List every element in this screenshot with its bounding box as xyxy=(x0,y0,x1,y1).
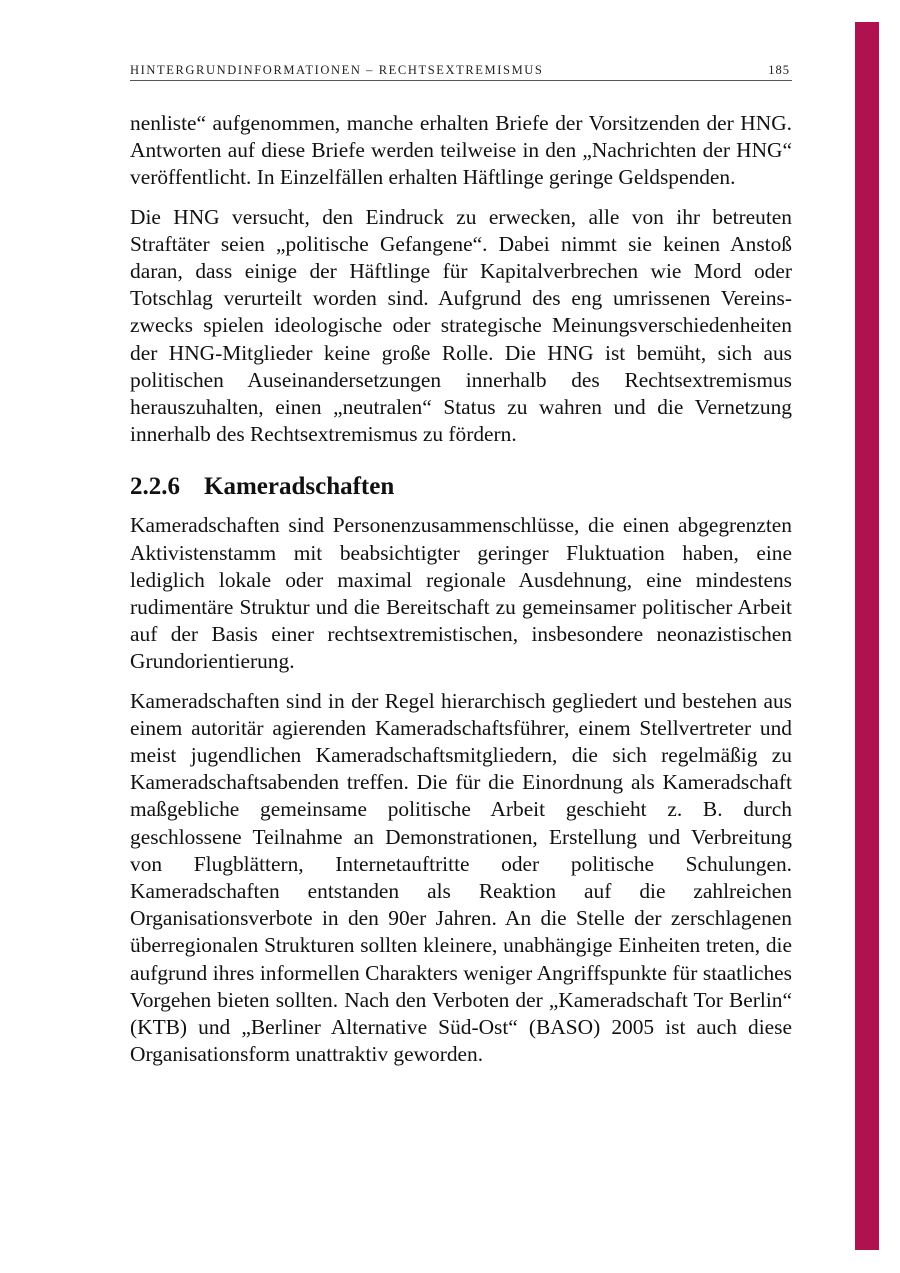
section-title: Kameradschaften xyxy=(204,473,395,501)
section-heading xyxy=(130,470,792,504)
chapter-color-bar xyxy=(855,22,879,1250)
paragraph-4: Kameradschaften sind in der Regel hierarchisch gegliedert und bestehen aus einem autoritär agierenden Kameradschaftsführer, einem Stellvertreter und meist jugendlichen Kameradschaftsmitgliedern, die sich regelmäßig zu Kameradschaftsabenden treffen. Die für die Einordnung als Kameradschaft maßgebliche gemeinsame politische Arbeit geschieht z. B. durch geschlossene Teilnahme an Demonstrationen, Erstellung und Verbreitung von Flugblättern, Internetauftritte oder politische Schulungen. Kameradschaften entstanden als Reaktion auf die zahlreichen Organisationsverbote in den 90er Jahren. An die Stelle der zerschlagenen überregionalen Strukturen sollten kleinere, unabhängige Einheiten treten, die aufgrund ihres informellen Charakters weniger Angriffspunkte für staatliches Vorgehen bieten sollten. Nach den Verboten der „Kameradschaft Tor Berlin“ (KTB) und „Berliner Alternative Süd-Ost“ (BASO) 2005 ist auch diese Organisationsform unattraktiv geworden. xyxy=(130,688,792,1067)
body-text xyxy=(130,110,792,1081)
running-header xyxy=(130,62,792,81)
paragraph-3: Kameradschaften sind Personenzusammenschlüsse, die einen abgegrenzten Aktivistenstamm mit beabsichtigter geringer Fluktuation haben, eine lediglich lokale oder maximal regionale Ausdehnung, eine mindestens rudimentäre Struktur und die Bereitschaft zu gemeinsamer politischer Arbeit auf der Basis einer rechtsextremistischen, insbesondere neonazistischen Grundorientierung. xyxy=(130,513,792,674)
page-number: 185 xyxy=(768,63,790,77)
paragraph-1: nenliste“ aufgenommen, manche erhalten Briefe der Vorsitzenden der HNG. Antworten auf diese Briefe werden teilweise in den „Nachrichten der HNG“ veröffentlicht. In Einzelfällen erhalten Häftlinge geringe Geldspenden. xyxy=(130,111,792,190)
paragraph-2: Die HNG versucht, den Eindruck zu erwecken, alle von ihr betreuten Straftäter seien „politische Gefangene“. Dabei nimmt sie keinen Anstoß daran, dass einige der Häftlinge für Kapitalverbrechen wie Mord oder Totschlag verurteilt worden sind. Aufgrund des eng umrissenen Vereinszwecks spielen ideologische oder strategische Meinungsverschiedenheiten der HNG-Mitglieder keine große Rolle. Die HNG ist bemüht, sich aus politischen Auseinandersetzungen innerhalb des Rechtsextremismus herauszuhalten, einen „neutralen“ Status zu wahren und die Vernetzung innerhalb des Rechtsextremismus zu fördern. xyxy=(130,204,792,447)
section-number: 2.2.6 xyxy=(130,473,180,501)
running-header-title: HINTERGRUNDINFORMATIONEN – RECHTSEXTREMISMUS xyxy=(130,63,544,77)
